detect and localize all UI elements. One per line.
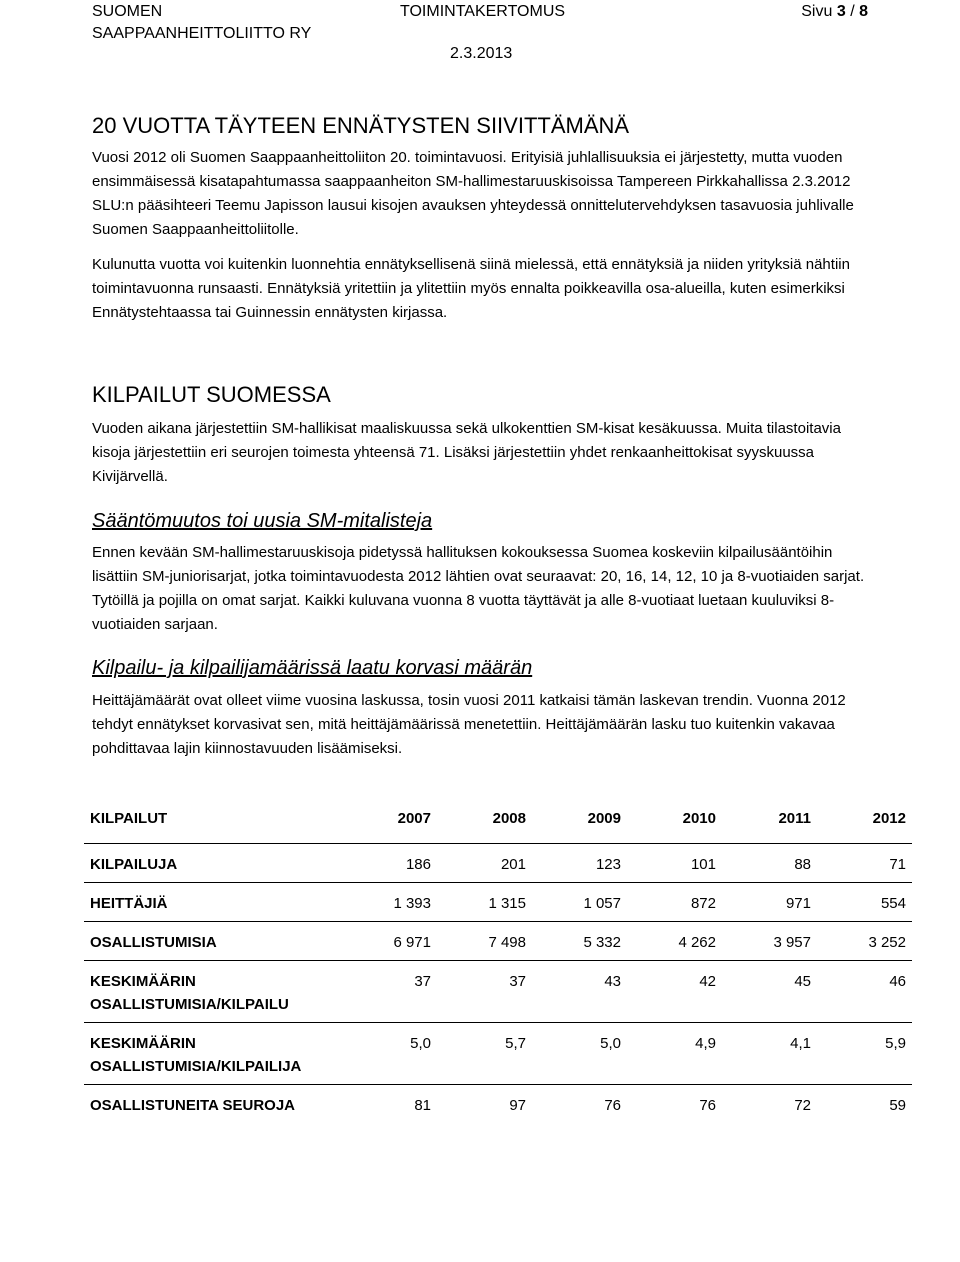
document-date: 2.3.2013: [450, 45, 513, 62]
table-cell: 201: [437, 844, 532, 883]
table-cell: 872: [627, 883, 722, 922]
paragraph-anniversary: Vuosi 2012 oli Suomen Saappaanheittoliiton 20. toimintavuosi. Erityisiä juhlallisuuksia ei järjestetty, mutta vuoden ensimmäisessä kisatapahtumassa saappaanheiton SM-hallimestaruuskisoissa Tampereen Pirkkahallissa 2.3.2012 SLU:n pääsihteeri Teemu Japisson lausui kisojen avauksen yhteydessä onnittelutervehdyksen tasavuosia juhlivalle Suomen Saappaanheittoliitolle.: [92, 149, 854, 238]
table-cell: 81: [414, 1097, 431, 1114]
table-cell: 5 332: [532, 922, 627, 961]
table-cell: 5,9: [817, 1023, 912, 1085]
table-cell: 1 057: [532, 883, 627, 922]
page-current: 3: [836, 3, 846, 20]
table-cell: 1 393: [342, 883, 437, 922]
table-cell: 101: [627, 844, 722, 883]
competition-statistics-table: [84, 798, 912, 1123]
section-title-anniversary: 20 VUOTTA TÄYTEEN ENNÄTYSTEN SIIVITTÄMÄNÄ: [92, 113, 630, 138]
page-separator: /: [850, 3, 855, 20]
table-cell: 5,7: [437, 1023, 532, 1085]
table-cell: 97: [509, 1097, 526, 1114]
table-cell: 76: [699, 1097, 716, 1114]
year-header: 2008: [437, 798, 532, 844]
table-row: [84, 1085, 912, 1124]
table-cell: 59: [889, 1097, 906, 1114]
page-prefix: Sivu: [801, 3, 833, 20]
table-cell: 5,0: [532, 1023, 627, 1085]
table-corner-label: KILPAILUT: [84, 798, 342, 844]
subheading-rule-change: Sääntömuutos toi uusia SM-mitalisteja: [92, 510, 433, 532]
table-cell: 123: [532, 844, 627, 883]
table-row: [84, 844, 912, 883]
row-label: KESKIMÄÄRIN OSALLISTUMISIA/KILPAILIJA: [84, 1023, 342, 1085]
table-row: [84, 961, 912, 1023]
document-title: TOIMINTAKERTOMUS: [400, 3, 566, 20]
year-header: 2007: [342, 798, 437, 844]
page-number: [801, 1, 868, 23]
paragraph-competitions: Vuoden aikana järjestettiin SM-hallikisat maaliskuussa sekä ulkokenttien SM-kisat kesäkuussa. Muita tilastoitavia kisoja järjestettiin eri seurojen toimesta yhteensä 71. Lisäksi järjestettiin yhdet renkaanheittokisat syyskuussa Kivijärvellä.: [92, 420, 841, 485]
table-cell: 72: [794, 1097, 811, 1114]
table-cell: 45: [722, 961, 817, 1023]
organization-name: [92, 1, 311, 45]
table-row: [84, 922, 912, 961]
table-cell: 4,9: [627, 1023, 722, 1085]
table-cell: 186: [342, 844, 437, 883]
table-cell: 3 252: [817, 922, 912, 961]
year-header: 2012: [817, 798, 912, 844]
table-cell: 42: [627, 961, 722, 1023]
year-header: 2009: [532, 798, 627, 844]
table-cell: 37: [342, 961, 437, 1023]
org-line-2: SAAPPAANHEITTOLIITTO RY: [92, 25, 312, 42]
table-cell: 43: [532, 961, 627, 1023]
table-row: [84, 1023, 912, 1085]
row-label: OSALLISTUNEITA SEUROJA: [90, 1097, 296, 1114]
table-cell: 6 971: [342, 922, 437, 961]
table-cell: 971: [722, 883, 817, 922]
table-cell: 7 498: [437, 922, 532, 961]
subheading-quality-quantity: Kilpailu- ja kilpailijamäärissä laatu korvasi määrän: [92, 657, 533, 679]
row-label: KILPAILUJA: [84, 844, 342, 883]
table-cell: 1 315: [437, 883, 532, 922]
row-label: OSALLISTUMISIA: [84, 922, 342, 961]
table-cell: 88: [722, 844, 817, 883]
org-line-1: SUOMEN: [92, 3, 163, 20]
table-cell: 71: [817, 844, 912, 883]
page-header: [0, 0, 960, 70]
table-cell: 46: [817, 961, 912, 1023]
year-header: 2010: [627, 798, 722, 844]
section-title-competitions: KILPAILUT SUOMESSA: [92, 382, 331, 407]
table-cell: 4 262: [627, 922, 722, 961]
paragraph-rule-change: Ennen kevään SM-hallimestaruuskisoja pidetyssä hallituksen kokouksessa Suomea koskeviin kilpailusääntöihin lisättiin SM-juniorisarjat, jotka toimintavuodesta 2012 lähtien ovat seuraavat: 20, 16, 14, 12, 10 ja 8-vuotiaiden sarjat. Tytöillä ja pojilla on omat sarjat. Kaikki kuluvana vuonna 8 vuotta täyttävät ja alle 8-vuotiaat luetaan kuuluviksi 8-vuotiaiden sarjaan.: [92, 544, 865, 633]
table-cell: 4,1: [722, 1023, 817, 1085]
page-total: 8: [859, 3, 868, 20]
table-cell: 37: [437, 961, 532, 1023]
year-header: 2011: [722, 798, 817, 844]
paragraph-quality-quantity: Heittäjämäärät ovat olleet viime vuosina laskussa, tosin vuosi 2011 katkaisi tämän laskevan trendin. Vuonna 2012 tehdyt ennätykset korvasivat sen, mitä heittäjämäärissä menetettiin. Heittäjämäärän lasku tuo kuitenkin vakavaa pohdittavaa lajin kiinnostavuuden lisäämiseksi.: [92, 692, 846, 757]
table-cell: 554: [817, 883, 912, 922]
table-row: [84, 883, 912, 922]
table-cell: 3 957: [722, 922, 817, 961]
table-cell: 5,0: [342, 1023, 437, 1085]
row-label: HEITTÄJIÄ: [84, 883, 342, 922]
paragraph-records: Kulunutta vuotta voi kuitenkin luonnehtia ennätyksellisenä siinä mielessä, että ennätyksiä ja niiden yrityksiä nähtiin toimintavuonna runsaasti. Ennätyksiä yritettiin ja ylitettiin myös ennalta poikkeavilla osa-alueilla, kuten esimerkiksi Ennätystehtaassa tai Guinnessin ennätysten kirjassa.: [92, 256, 850, 321]
row-label: KESKIMÄÄRIN OSALLISTUMISIA/KILPAILU: [84, 961, 342, 1023]
table-header-row: [84, 798, 912, 844]
table-cell: 76: [604, 1097, 621, 1114]
